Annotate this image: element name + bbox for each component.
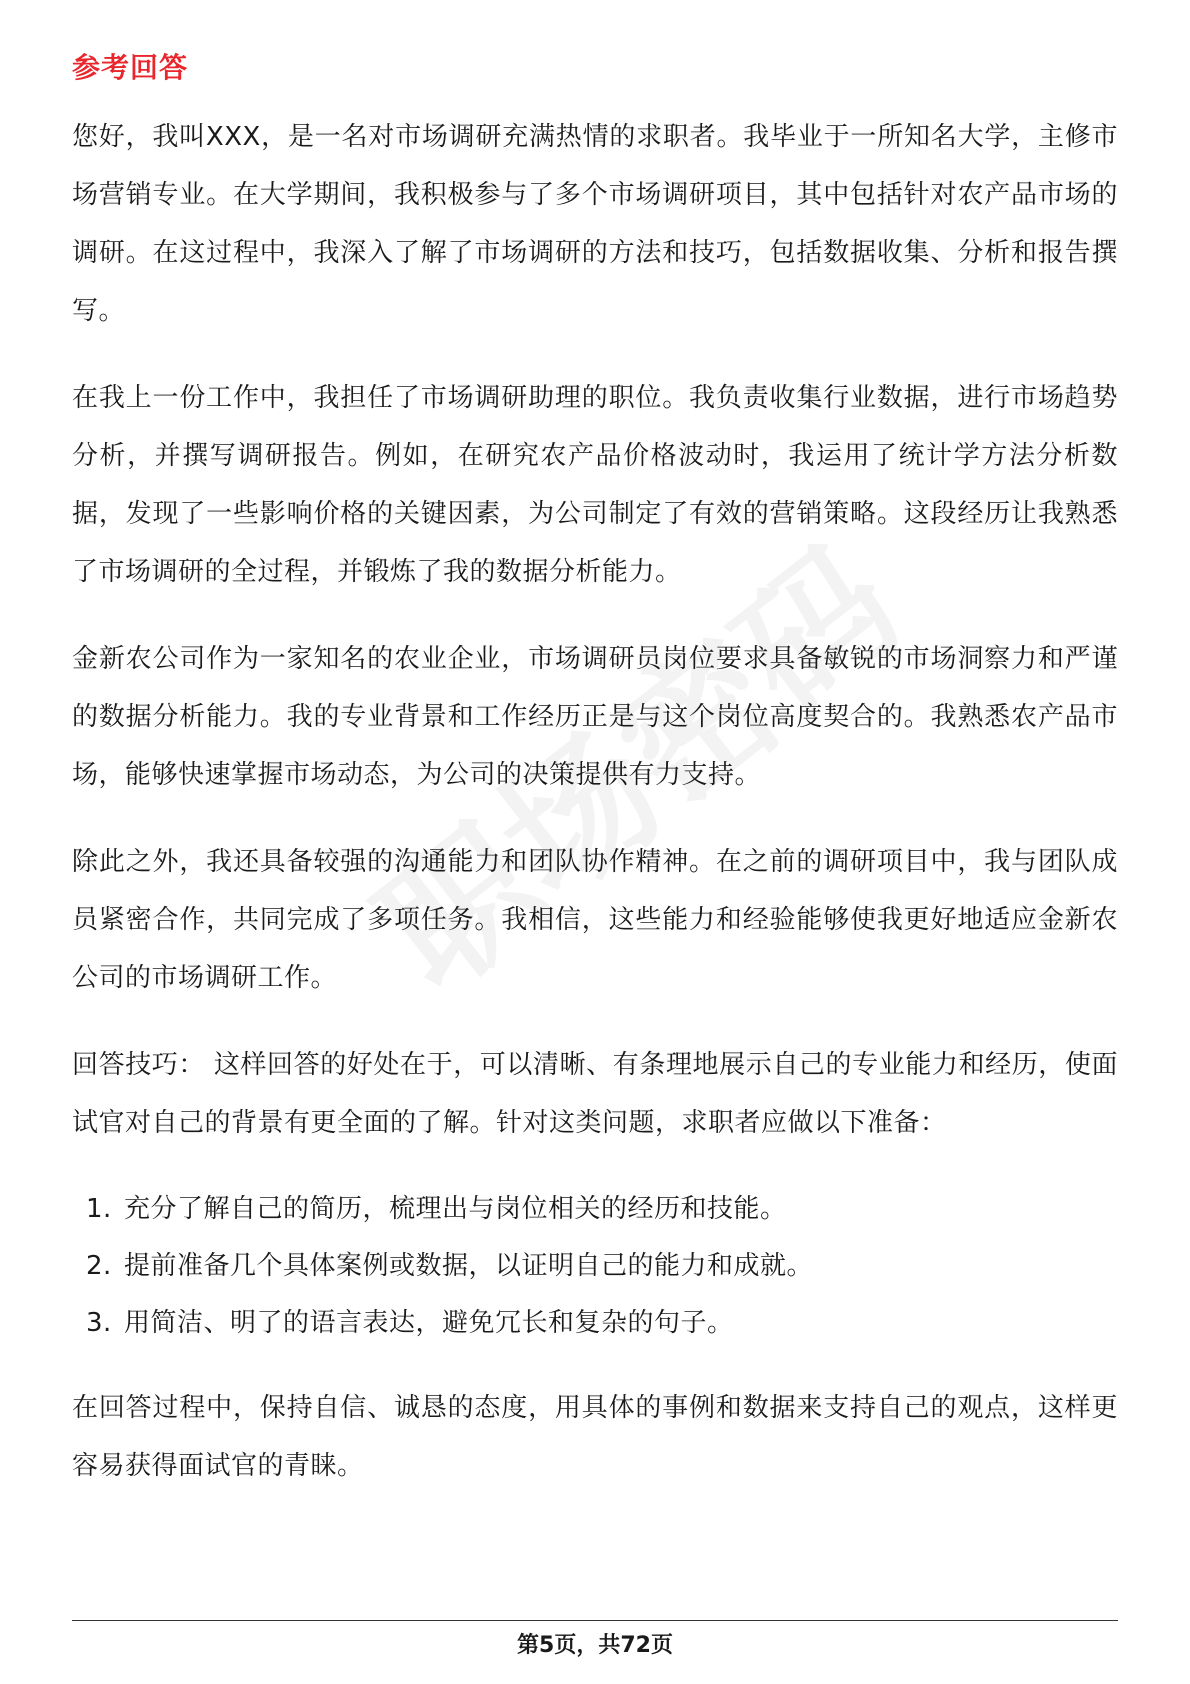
page-number: 第5页，共72页: [517, 1633, 673, 1658]
list-item-text: 充分了解自己的简历，梳理出与岗位相关的经历和技能。: [124, 1194, 787, 1224]
paragraph-company-fit: 金新农公司作为一家知名的农业企业，市场调研员岗位要求具备敏锐的市场洞察力和严谨的数据分析能力。我的专业背景和工作经历正是与这个岗位高度契合的。我熟悉农产品市场，能够快速掌握市场动态，为公司的决策提供有力支持。: [72, 644, 1118, 790]
tips-list: [72, 1181, 1118, 1352]
document-content: [72, 48, 1118, 1524]
paragraph-closing: 在回答过程中，保持自信、诚恳的态度，用具体的事例和数据来支持自己的观点，这样更容易获得面试官的青睐。: [72, 1393, 1118, 1481]
paragraph-teamwork: 除此之外，我还具备较强的沟通能力和团队协作精神。在之前的调研项目中，我与团队成员紧密合作，共同完成了多项任务。我相信，这些能力和经验能够使我更好地适应金新农公司的市场调研工作。: [72, 847, 1118, 993]
list-item-text: 提前准备几个具体案例或数据，以证明自己的能力和成就。: [124, 1251, 814, 1281]
section-title: 参考回答: [72, 51, 189, 84]
tips-list-item: [72, 1295, 1118, 1352]
paragraph-experience: 在我上一份工作中，我担任了市场调研助理的职位。我负责收集行业数据，进行市场趋势分析，并撰写调研报告。例如，在研究农产品价格波动时，我运用了统计学方法分析数据，发现了一些影响价格的关键因素，为公司制定了有效的营销策略。这段经历让我熟悉了市场调研的全过程，并锻炼了我的数据分析能力。: [72, 383, 1118, 587]
list-item-text: 用简洁、明了的语言表达，避免冗长和复杂的句子。: [124, 1308, 734, 1338]
tips-list-item: [72, 1238, 1118, 1295]
paragraph-intro: 您好，我叫XXX，是一名对市场调研充满热情的求职者。我毕业于一所知名大学，主修市场营销专业。在大学期间，我积极参与了多个市场调研项目，其中包括针对农产品市场的调研。在这过程中，我深入了解了市场调研的方法和技巧，包括数据收集、分析和报告撰写。: [72, 122, 1118, 326]
list-number: 1.: [86, 1194, 112, 1224]
footer-divider: [72, 1620, 1118, 1621]
list-number: 3.: [86, 1308, 112, 1338]
paragraph-answer-tips: 回答技巧： 这样回答的好处在于，可以清晰、有条理地展示自己的专业能力和经历，使面试官对自己的背景有更全面的了解。针对这类问题，求职者应做以下准备：: [72, 1050, 1118, 1138]
list-number: 2.: [86, 1251, 112, 1281]
tips-list-item: [72, 1181, 1118, 1238]
